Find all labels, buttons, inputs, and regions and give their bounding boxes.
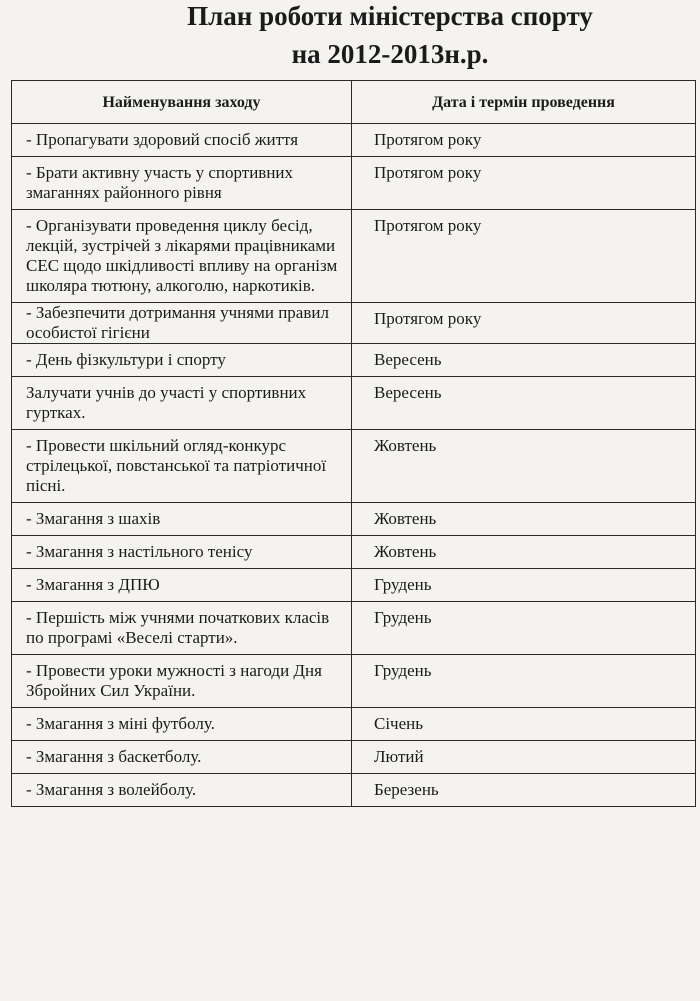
- event-cell: - Змагання з міні футболу.: [12, 708, 352, 741]
- event-cell: - Змагання з ДПЮ: [12, 569, 352, 602]
- document-subtitle: на 2012-2013н.р.: [291, 39, 489, 69]
- event-cell: - Змагання з шахів: [12, 503, 352, 536]
- date-cell: Протягом року: [352, 157, 696, 210]
- date-cell: Березень: [352, 774, 696, 807]
- plan-table: [11, 80, 696, 807]
- table-row: [12, 602, 696, 655]
- table-row: [12, 430, 696, 503]
- table-row: [12, 303, 696, 344]
- date-cell: Вересень: [352, 344, 696, 377]
- table-row: [12, 708, 696, 741]
- date-cell: Протягом року: [352, 210, 696, 303]
- table-header-row: [12, 81, 696, 124]
- event-cell: - Забезпечити дотримання учнями правил особистої гігієни: [12, 303, 352, 344]
- event-cell: - Брати активну участь у спортивних змаганнях районного рівня: [12, 157, 352, 210]
- event-cell: Залучати учнів до участі у спортивних гуртках.: [12, 377, 352, 430]
- event-cell: - Першість між учнями початкових класів по програмі «Веселі старти».: [12, 602, 352, 655]
- table-row: [12, 210, 696, 303]
- table-row: [12, 344, 696, 377]
- date-cell: Лютий: [352, 741, 696, 774]
- event-cell: - Провести шкільний огляд-конкурс стрілецької, повстанської та патріотичної пісні.: [12, 430, 352, 503]
- event-cell: - День фізкультури і спорту: [12, 344, 352, 377]
- header-date: Дата і термін проведення: [352, 81, 696, 124]
- table-row: [12, 536, 696, 569]
- table-row: [12, 503, 696, 536]
- date-cell: Грудень: [352, 602, 696, 655]
- date-cell: Жовтень: [352, 430, 696, 503]
- table-row: [12, 157, 696, 210]
- date-cell: Жовтень: [352, 503, 696, 536]
- document-title: План роботи міністерства спорту: [187, 1, 593, 31]
- table-row: [12, 741, 696, 774]
- date-cell: Жовтень: [352, 536, 696, 569]
- table-row: [12, 569, 696, 602]
- date-cell: Грудень: [352, 569, 696, 602]
- event-cell: - Пропагувати здоровий спосіб життя: [12, 124, 352, 157]
- event-cell: - Організувати проведення циклу бесід, лекцій, зустрічей з лікарями працівниками СЕС щодо шкідливості впливу на організм школяра тютюну, алкоголю, наркотиків.: [12, 210, 352, 303]
- event-cell: - Змагання з баскетболу.: [12, 741, 352, 774]
- date-cell: Протягом року: [352, 124, 696, 157]
- date-cell: Січень: [352, 708, 696, 741]
- date-cell: Протягом року: [352, 303, 696, 344]
- event-cell: - Провести уроки мужності з нагоди Дня Збройних Сил України.: [12, 655, 352, 708]
- date-cell: Грудень: [352, 655, 696, 708]
- table-row: [12, 377, 696, 430]
- table-row: [12, 655, 696, 708]
- event-cell: - Змагання з волейболу.: [12, 774, 352, 807]
- date-cell: Вересень: [352, 377, 696, 430]
- header-event: Найменування заходу: [12, 81, 352, 124]
- event-cell: - Змагання з настільного тенісу: [12, 536, 352, 569]
- table-row: [12, 774, 696, 807]
- table-row: [12, 124, 696, 157]
